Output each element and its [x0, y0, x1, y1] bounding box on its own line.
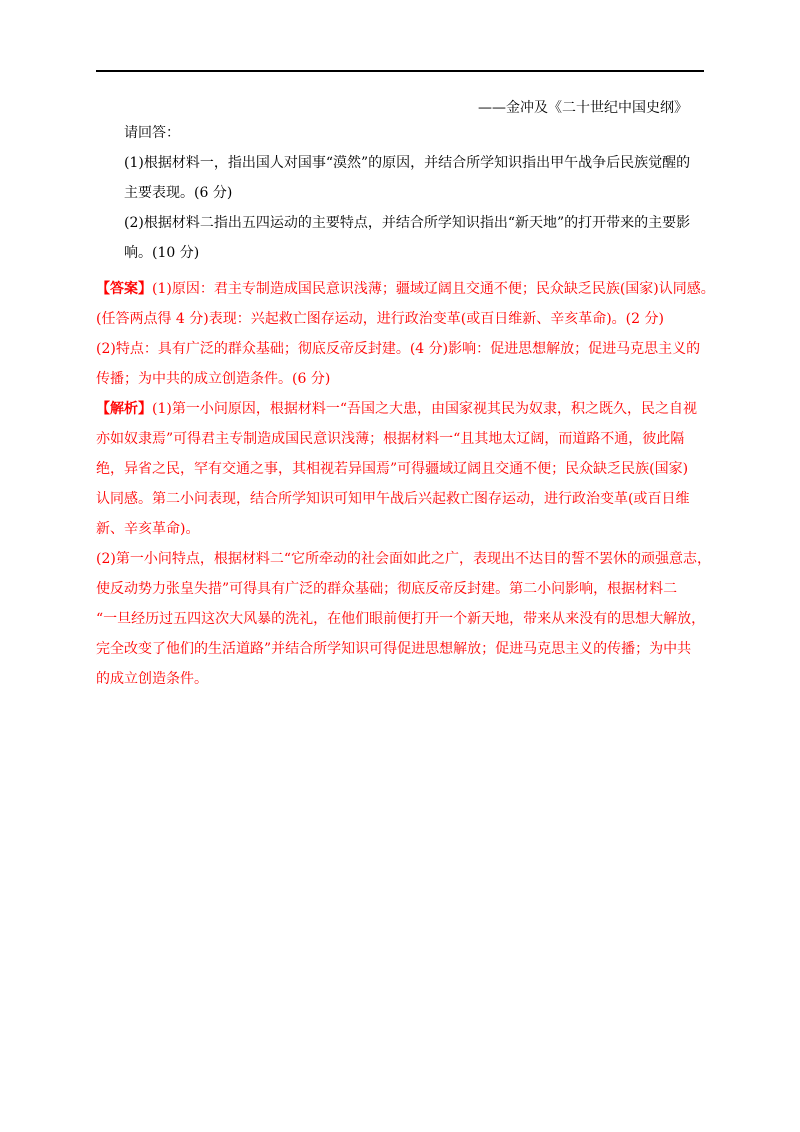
header-rule — [96, 70, 704, 72]
answer-line-1 — [96, 274, 716, 304]
analysis-line-7: 使反动势力张皇失措”可得具有广泛的群众基础；彻底反帝反封建。第二小问影响，根据材料二 — [96, 581, 678, 597]
analysis-line-4: 认同感。第二小问表现，结合所学知识可知甲午战后兴起救亡图存运动，进行政治变革(或百日维 — [96, 491, 690, 507]
answer-line-1-text: (1)原因：君主专制造成国民意识浅薄；疆域辽阔且交通不便；民众缺乏民族(国家)认同感。 — [152, 281, 715, 297]
analysis-section — [96, 394, 716, 694]
answer-line-2: (任答两点得 4 分)表现：兴起救亡图存运动，进行政治变革(或百日维新、辛亥革命)。(2 分) — [96, 311, 664, 327]
analysis-line-9: 完全改变了他们的生活道路”并结合所学知识可得促进思想解放；促进马克思主义的传播；为中共 — [96, 641, 692, 657]
analysis-line-1-text: (1)第一小问原因，根据材料一“吾国之大患，由国家视其民为奴隶，积之既久，民之自视 — [152, 401, 697, 417]
prompt-text: 请回答： — [124, 125, 180, 141]
question-1-line-2: 主要表现。(6 分) — [124, 185, 233, 201]
analysis-line-5: 新、辛亥革命)。 — [96, 521, 200, 537]
analysis-line-6: (2)第一小问特点，根据材料二“它所牵动的社会面如此之广，表现出不达目的誓不罢休的顽强意志， — [96, 551, 711, 567]
question-1-line-1: (1)根据材料一，指出国人对国事“漠然”的原因，并结合所学知识指出甲午战争后民族觉醒的 — [124, 155, 691, 171]
question-2-line-2: 响。(10 分) — [124, 245, 200, 261]
answer-section — [96, 274, 716, 394]
analysis-line-2: 亦如奴隶焉”可得君主专制造成国民意识浅薄；根据材料一“且其地太辽阔，而道路不通，彼此隔 — [96, 431, 685, 447]
answer-tag: 【答案】 — [96, 281, 152, 297]
analysis-line-10: 的成立创造条件。 — [96, 671, 208, 687]
source-citation: ——金冲及《二十世纪中国史纲》 — [478, 100, 688, 116]
analysis-line-3: 绝，异省之民，罕有交通之事，其相视若异国焉”可得疆域辽阔且交通不便；民众缺乏民族(国家) — [96, 461, 689, 477]
question-2-line-1: (2)根据材料二指出五四运动的主要特点，并结合所学知识指出“新天地”的打开带来的主要影 — [124, 215, 691, 231]
answer-line-3: (2)特点：具有广泛的群众基础；彻底反帝反封建。(4 分)影响：促进思想解放；促进马克思主义的 — [96, 341, 701, 357]
analysis-tag: 【解析】 — [96, 401, 152, 417]
question-section — [96, 118, 712, 268]
analysis-line-8: “一旦经历过五四这次大风暴的洗礼，在他们眼前便打开一个新天地，带来从来没有的思想大解放， — [96, 611, 706, 627]
answer-line-4: 传播；为中共的成立创造条件。(6 分) — [96, 371, 331, 387]
analysis-line-1 — [96, 394, 716, 424]
